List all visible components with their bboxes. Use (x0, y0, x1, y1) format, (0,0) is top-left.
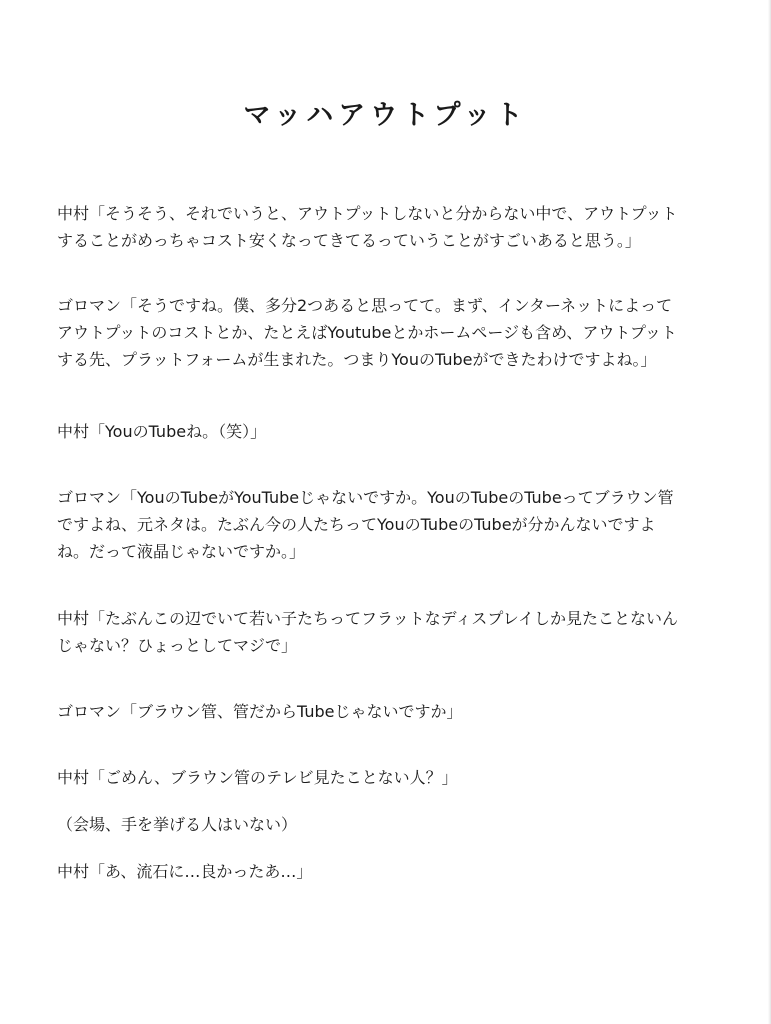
dialogue-line: 中村「YouのTubeね。（笑）」 (57, 422, 267, 441)
stage-direction (57, 811, 727, 838)
dialogue-paragraph (57, 858, 727, 885)
dialogue-line: する先、プラットフォームが生まれた。つまりYouのTubeができたわけですよね。」 (57, 350, 657, 369)
dialogue-paragraph (57, 484, 727, 565)
dialogue-line: じゃない？ひょっとしてマジで」 (57, 636, 298, 655)
dialogue-line: （会場、手を挙げる人はいない） (57, 815, 298, 834)
dialogue-paragraph (57, 418, 727, 445)
dialogue-line: アウトプットのコストとか、たとえばYoutubeとかホームページも含め、アウトプット (57, 323, 677, 342)
page-title: マッハアウトプット (243, 100, 528, 131)
dialogue-line: 中村「そうそう、それでいうと、アウトプットしないと分からない中で、アウトプット (57, 204, 678, 223)
dialogue-line: ゴロマン「YouのTubeがYouTubeじゃないですか。YouのTubeのTubeってブラウン管 (57, 488, 674, 507)
dialogue-line: 中村「ごめん、ブラウン管のテレビ見たことない人？」 (57, 768, 458, 787)
dialogue-paragraph (57, 292, 727, 373)
dialogue-line: ね。だって液晶じゃないですか。」 (57, 542, 306, 561)
dialogue-paragraph (57, 605, 727, 659)
dialogue-line: ゴロマン「ブラウン管、管だからTubeじゃないですか」 (57, 702, 463, 721)
dialogue-line: ですよね、元ネタは。たぶん今の人たちってYouのTubeのTubeが分かんないですよ (57, 515, 656, 534)
dialogue-line: することがめっちゃコスト安くなってきてるっていうことがすごいあると思う。」 (57, 231, 641, 250)
dialogue-paragraph (57, 200, 727, 254)
dialogue-line: ゴロマン「そうですね。僕、多分2つあると思ってて。まず、インターネットによって (57, 296, 673, 315)
dialogue-line: 中村「たぶんこの辺でいて若い子たちってフラットなディスプレイしか見たことないん (57, 609, 678, 628)
dialogue-paragraph (57, 764, 727, 791)
dialogue-line: 中村「あ、流石に…良かったあ…」 (57, 862, 313, 881)
dialogue-paragraph (57, 698, 727, 725)
